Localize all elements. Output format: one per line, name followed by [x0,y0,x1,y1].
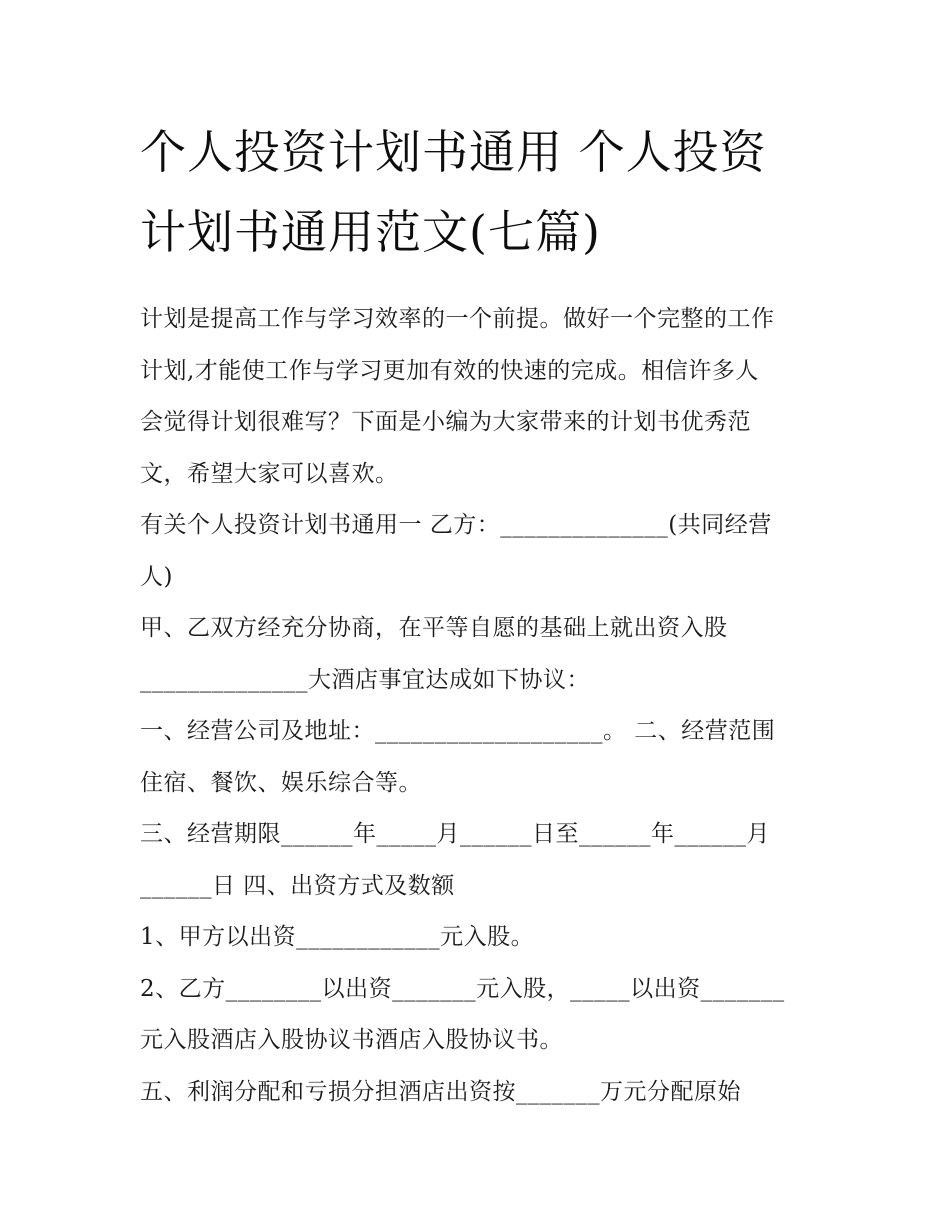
body-line-8: ______________大酒店事宜达成如下协议： [140,666,590,693]
document-body [140,294,820,1118]
body-line-10: 住宿、餐饮、娱乐综合等。 [140,769,422,796]
body-line-9: 一、经营公司及地址：___________________。 二、经营范围 [140,718,776,744]
body-line-13: 1、甲方以出资____________元入股。 [140,924,535,950]
body-line-12: ______日 四、出资方式及数额 [140,872,455,899]
body-line-3: 会觉得计划很难写？下面是小编为大家带来的计划书优秀范 [140,409,751,435]
body-line-5: 有关个人投资计划书通用一 乙方：______________(共同经营 [140,512,772,538]
title-line-1: 个人投资计划书通用 个人投资 [140,125,767,179]
document-title [140,112,820,272]
body-line-1: 计划是提高工作与学习效率的一个前提。做好一个完整的工作 [140,306,775,332]
body-line-15: 元入股酒店入股协议书酒店入股协议书。 [140,1027,563,1053]
body-line-16: 五、利润分配和亏损分担酒店出资按_______万元分配原始 [140,1078,741,1105]
body-line-11: 三、经营期限______年_____月______日至______年______月 [140,821,770,847]
body-line-4: 文，希望大家可以喜欢。 [140,460,399,487]
body-line-7: 甲、乙双方经充分协商，在平等自愿的基础上就出资入股 [140,615,728,641]
body-line-6: 人) [140,563,173,590]
body-line-14: 2、乙方________以出资_______元入股，_____以出资_______ [140,975,785,1002]
title-line-2: 计划书通用范文(七篇) [140,205,601,259]
document-page [140,112,820,1118]
body-line-2: 计划,才能使工作与学习更加有效的快速的完成。相信许多人 [140,357,759,384]
